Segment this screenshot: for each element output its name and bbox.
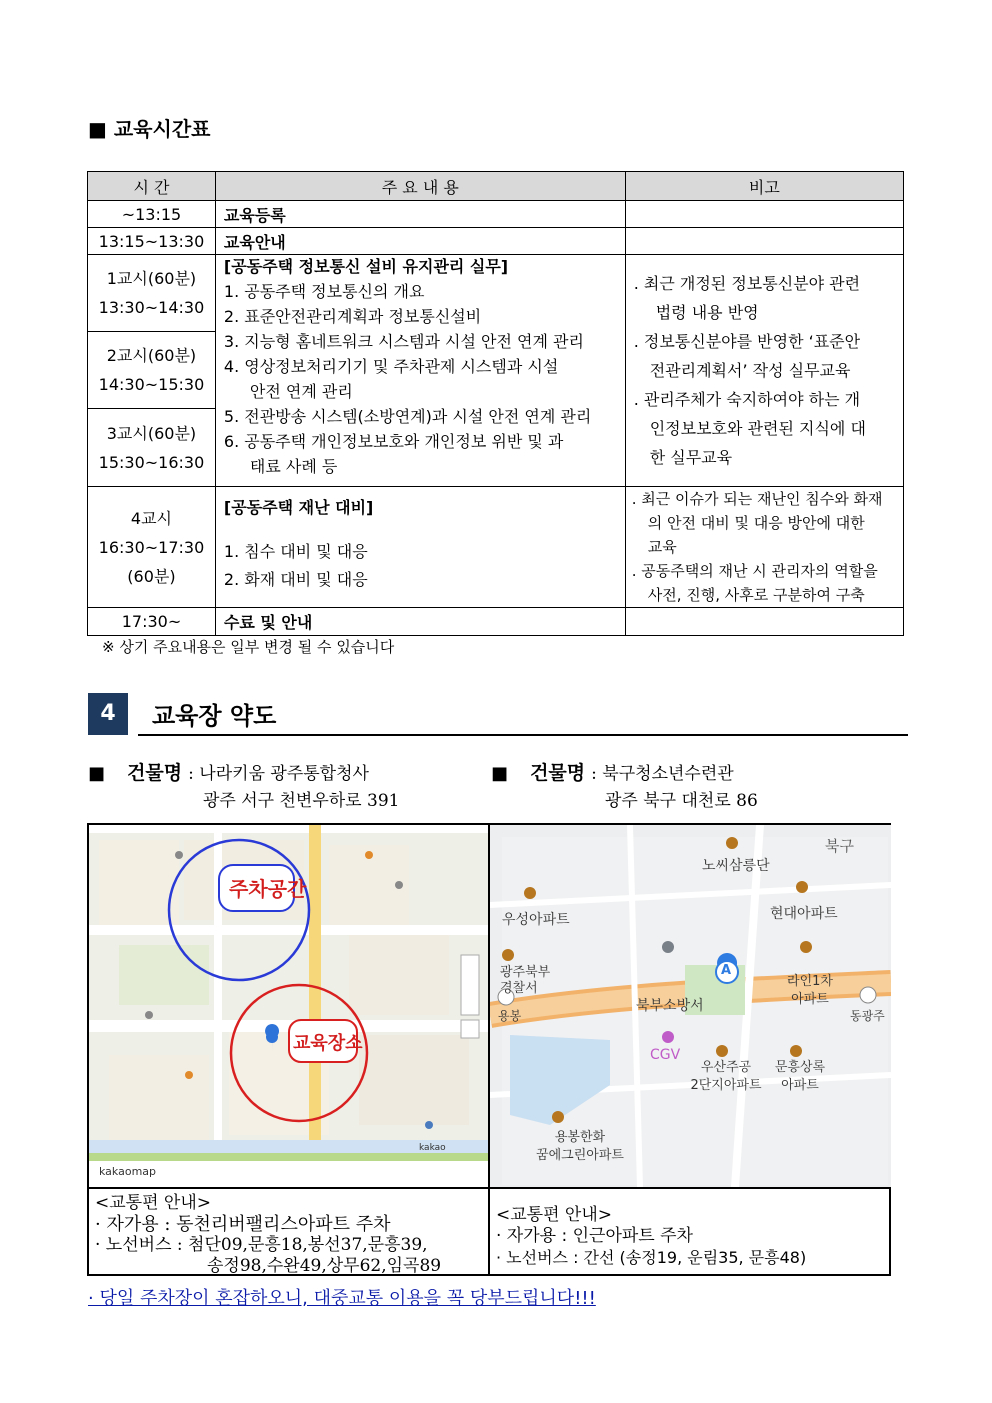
row-content: 교육등록: [215, 201, 625, 228]
building-label: 건물명: [530, 762, 586, 784]
note-list: [626, 269, 903, 472]
transport-notice: [88, 1284, 596, 1310]
row-note: [625, 201, 903, 228]
venue-label: 교육장소: [293, 1033, 363, 1054]
map-pin-icon: A: [721, 963, 732, 978]
list-item: 1. 공동주택 정보통신의 개요: [223, 282, 425, 301]
period-label: 4교시: [130, 508, 172, 528]
period-time: 15:30~16:30: [98, 452, 205, 472]
period-label: 2교시(60분): [106, 346, 197, 365]
transport-bus: · 노선버스 : 첨단09,문흥18,봉선37,문흥39,: [95, 1235, 428, 1255]
note-line: . 최근 개정된 정보통신분야 관련: [633, 274, 861, 293]
list-item: 2. 화재 대비 및 대응: [223, 570, 368, 589]
note-line: . 공동주택의 재난 시 관리자의 역할을: [631, 562, 878, 580]
note-line: 한 실무교육: [649, 448, 733, 467]
schedule-table: [87, 171, 904, 636]
right-building-heading: [491, 758, 734, 785]
block1-heading: [공동주택 정보통신 설비 유지관리 실무]: [223, 257, 509, 276]
list-item: 태료 사례 등: [249, 457, 338, 476]
poi-label: 문흥상록 아파트: [774, 1060, 826, 1093]
building-name: : 북구청소년수련관: [591, 764, 734, 784]
transport-car: · 자가용 : 인근아파트 주차: [496, 1226, 693, 1246]
list-item: 2. 표준안전관리계획과 정보통신설비: [223, 307, 482, 326]
map-frame: [87, 823, 891, 1276]
building-label: 건물명: [127, 762, 183, 784]
period-time: 14:30~15:30: [98, 375, 205, 394]
poi-label: 북구: [825, 837, 854, 855]
poi-label: 용봉한화 꿈에그린아파트: [536, 1130, 624, 1163]
row-content: 교육안내: [215, 228, 625, 255]
left-map: [89, 825, 490, 1187]
poi-label: 현대아파트: [770, 906, 838, 922]
left-transport-info: [89, 1187, 490, 1276]
transport-title: <교통편 안내>: [496, 1205, 613, 1225]
right-map: [490, 825, 891, 1187]
building-address: 광주 북구 대천로 86: [605, 791, 758, 811]
note-line: 법령 내용 반영: [655, 303, 759, 322]
bullet-icon: ■: [88, 763, 106, 784]
list-item: 6. 공동주택 개인정보보호와 개인정보 위반 및 과: [223, 432, 564, 451]
header-time: 시 간: [88, 172, 216, 201]
poi-label: 우성아파트: [502, 912, 570, 928]
poi-label: 노씨삼릉단: [702, 858, 770, 874]
poi-label: 북부소방서: [636, 998, 704, 1014]
list-item: 안전 연계 관리: [249, 382, 353, 401]
header-content: 주 요 내 용: [215, 172, 625, 201]
poi-label: 우산주공 2단지아파트: [690, 1060, 762, 1093]
list-item: 4. 영상정보처리기기 및 주차관제 시스템과 시설: [223, 357, 559, 376]
note-list: [626, 487, 903, 607]
block1-content: [215, 255, 625, 487]
schedule-footnote: ※ 상기 주요내용은 일부 변경 될 수 있습니다: [102, 638, 395, 656]
parking-label: 주차공간: [229, 877, 307, 901]
block2-heading: [공동주택 재난 대비]: [223, 498, 374, 517]
transport-title: <교통편 안내>: [95, 1193, 212, 1213]
row-time: 13:15~13:30: [88, 228, 216, 255]
schedule-title: ■ 교육시간표: [88, 117, 211, 141]
kakaomap-logo: kakaomap: [99, 1165, 157, 1178]
list-item: 5. 전관방송 시스템(소방연계)과 시설 안전 연계 관리: [223, 407, 592, 426]
list-item: 3. 지능형 홈네트워크 시스템과 시설 안전 연계 관리: [223, 332, 584, 351]
building-name: : 나라키움 광주통합청사: [188, 764, 369, 784]
section-title: 교육장 약도: [152, 702, 277, 730]
transport-car: · 자가용 : 동천리버팰리스아파트 주차: [95, 1214, 391, 1235]
note-line: 교육: [647, 538, 677, 556]
row-note: [625, 228, 903, 255]
header-note: 비고: [625, 172, 903, 201]
section-number: 4: [88, 693, 128, 735]
list-item: 1. 침수 대비 및 대응: [223, 542, 368, 561]
row-content: 수료 및 안내: [215, 608, 625, 636]
bullet-icon: ■: [491, 763, 509, 784]
poi-label: CGV: [650, 1047, 681, 1063]
kakao-brand: kakao: [419, 1143, 446, 1153]
note-line: 사전, 진행, 사후로 구분하여 구축: [647, 586, 865, 604]
note-line: 전관리계획서’ 작성 실무교육: [649, 361, 851, 380]
poi-label: 동광주: [850, 1009, 885, 1023]
row-time: 17:30~: [88, 608, 216, 636]
poi-label: 용봉: [498, 1009, 522, 1023]
left-building-heading: [88, 758, 369, 785]
transport-bus-line2: 송정98,수완49,상무62,임곡89: [207, 1256, 442, 1276]
row-time: ~13:15: [88, 201, 216, 228]
row-note: [625, 608, 903, 636]
note-line: . 정보통신분야를 반영한 ‘표준안: [633, 332, 861, 351]
poi-label: 라인1차 아파트: [787, 974, 833, 1007]
period-cell: [88, 332, 216, 409]
block2-notes: [625, 487, 903, 608]
block1-notes: [625, 255, 903, 487]
period-cell: [88, 255, 216, 332]
note-line: 인정보보호와 관련된 지식에 대: [649, 419, 866, 438]
period-duration: (60분): [127, 566, 176, 586]
right-transport-info: [490, 1187, 891, 1276]
poi-label: 광주북부 경찰서: [500, 965, 551, 996]
block2-content: [215, 487, 625, 608]
note-line: 의 안전 대비 및 대응 방안에 대한: [647, 514, 865, 532]
notice-text: · 당일 주차장이 혼잡하오니, 대중교통 이용을 꼭 당부드립니다!!!: [88, 1288, 596, 1309]
section-divider: [138, 734, 908, 736]
building-address: 광주 서구 천변우하로 391: [203, 791, 400, 811]
period-time: 13:30~14:30: [98, 298, 205, 317]
period-label: 1교시(60분): [106, 269, 197, 288]
block1-list: [216, 279, 625, 479]
period-time: 16:30~17:30: [98, 537, 205, 557]
block2-list: [216, 538, 625, 594]
note-line: . 관리주체가 숙지하여야 하는 개: [633, 390, 861, 409]
transport-bus: · 노선버스 : 간선 (송정19, 운림35, 문흥48): [496, 1248, 807, 1267]
period-cell: [88, 409, 216, 487]
period-cell: [88, 487, 216, 608]
period-label: 3교시(60분): [106, 423, 197, 443]
note-line: . 최근 이슈가 되는 재난인 침수와 화재: [631, 490, 883, 508]
